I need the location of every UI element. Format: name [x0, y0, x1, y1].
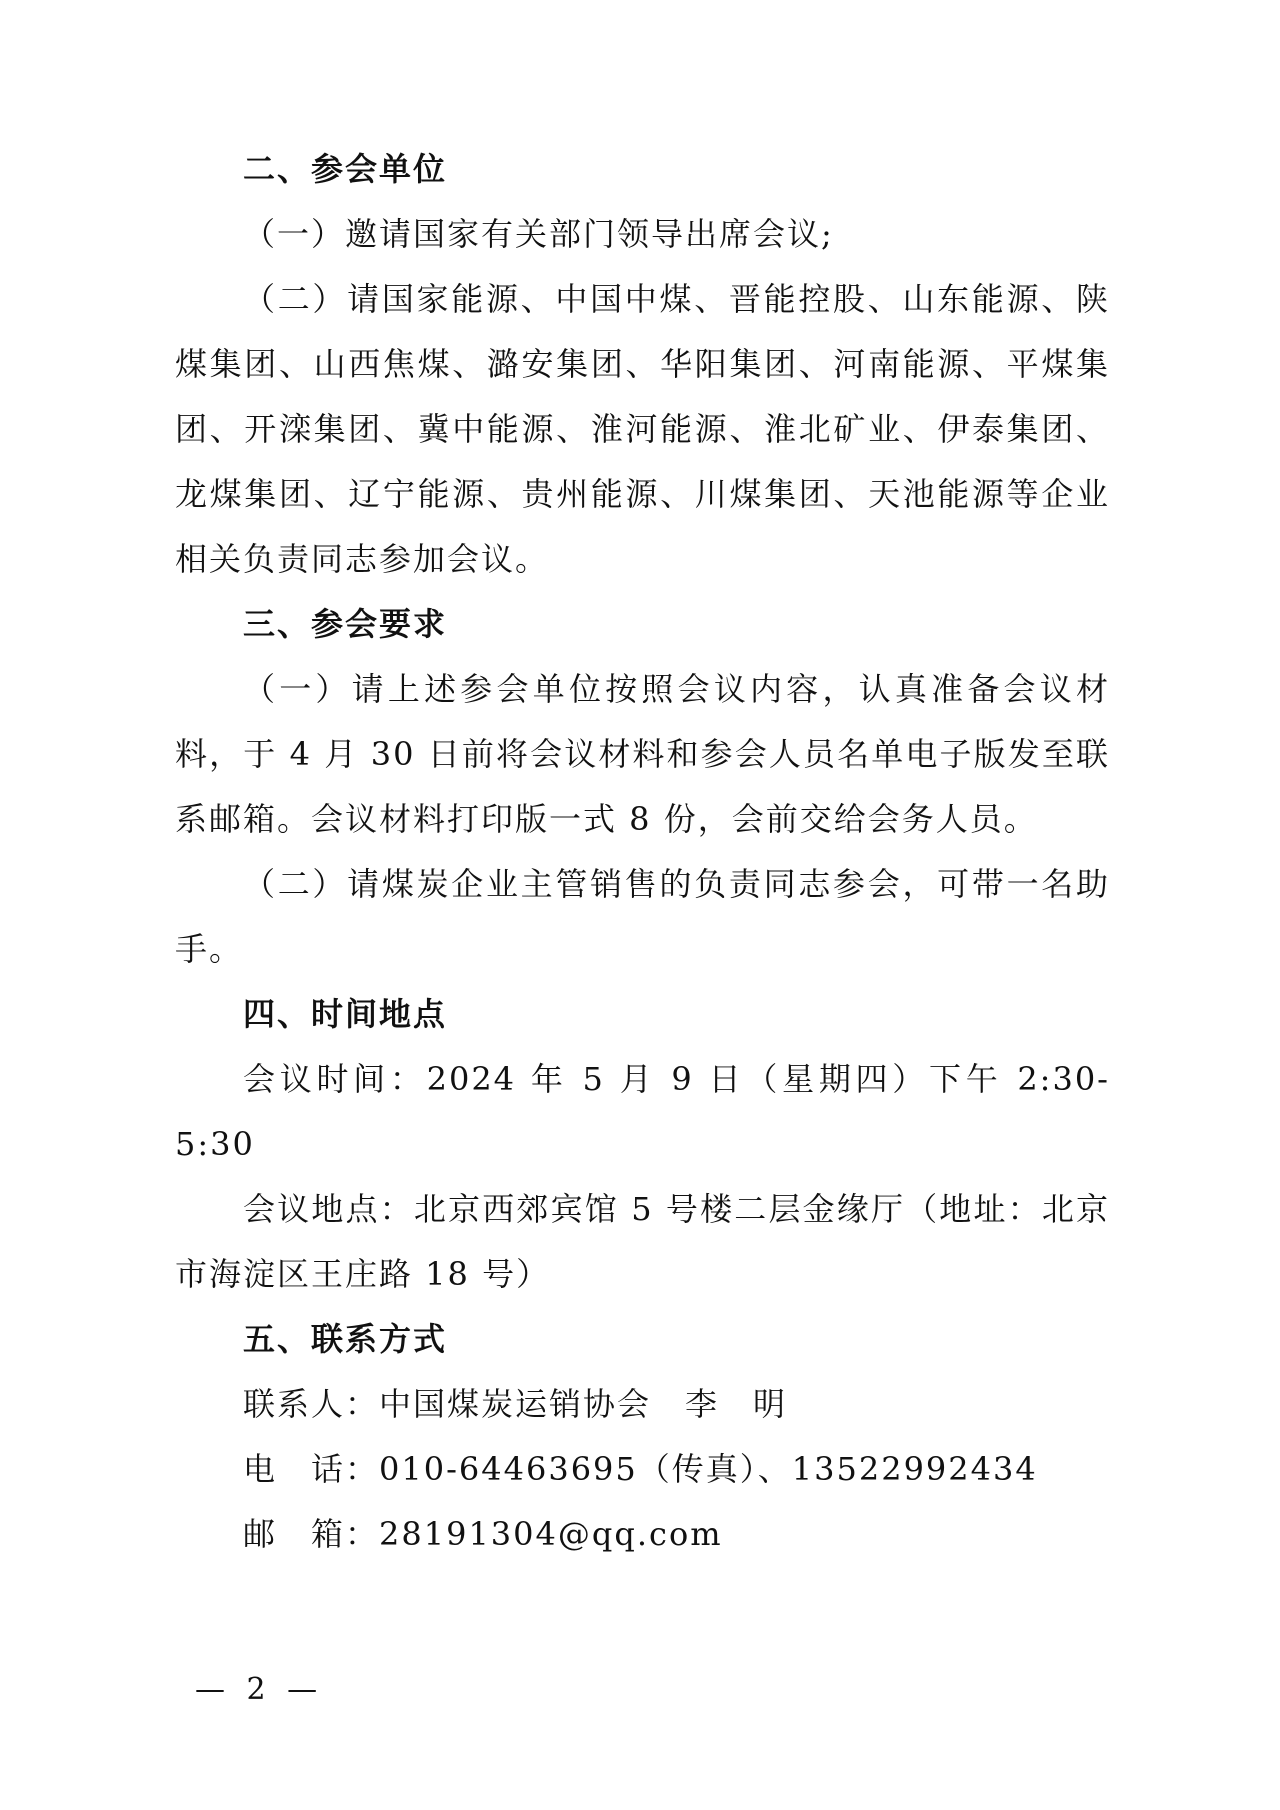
- paragraph-invite-leaders: （一）邀请国家有关部门领导出席会议;: [243, 215, 834, 253]
- paragraph-contact-phone: 电 话：010-64463695（传真）、13522992434: [243, 1450, 1038, 1488]
- page-number: — 2 —: [195, 1672, 324, 1707]
- paragraph-invite-companies: （二）请国家能源、中国中煤、晋能控股、山东能源、陕煤集团、山西焦煤、潞安集团、华阳集团、河南能源、平煤集团、开滦集团、冀中能源、淮河能源、淮北矿业、伊泰集团、龙煤集团、辽宁能源、贵州能源、川煤集团、天池能源等企业相关负责同志参加会议。: [175, 280, 1110, 578]
- document-body: [175, 137, 1110, 1567]
- section-heading-contact: 五、联系方式: [243, 1320, 448, 1358]
- paragraph-materials: （一）请上述参会单位按照会议内容，认真准备会议材料，于 4 月 30 日前将会议材料和参会人员名单电子版发至联系邮箱。会议材料打印版一式 8 份，会前交给会务人员。: [175, 670, 1110, 838]
- paragraph-contact-email: 邮 箱：28191304@qq.com: [243, 1515, 723, 1553]
- paragraph-attendee: （二）请煤炭企业主管销售的负责同志参会，可带一名助手。: [175, 865, 1110, 968]
- paragraph-meeting-time: 会议时间：2024 年 5 月 9 日（星期四）下午 2:30-5:30: [175, 1060, 1110, 1163]
- section-heading-participants: 二、参会单位: [243, 150, 448, 188]
- paragraph-meeting-place: 会议地点：北京西郊宾馆 5 号楼二层金缘厅（地址：北京市海淀区王庄路 18 号）: [175, 1190, 1110, 1293]
- paragraph-contact-person: 联系人：中国煤炭运销协会 李 明: [243, 1385, 788, 1423]
- section-heading-time-place: 四、时间地点: [243, 995, 448, 1033]
- section-heading-requirements: 三、参会要求: [243, 605, 448, 643]
